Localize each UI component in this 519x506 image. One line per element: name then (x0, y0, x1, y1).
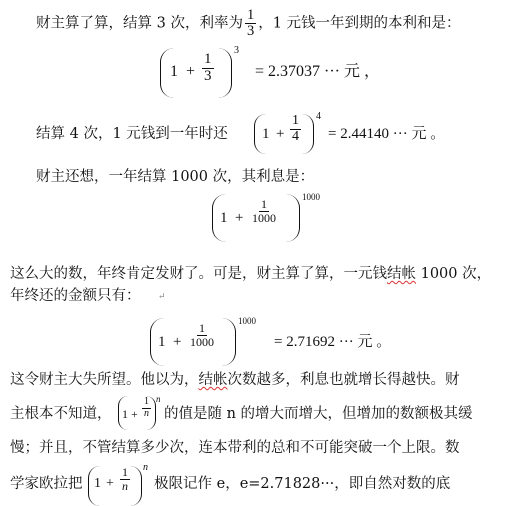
paragraph-1 (36, 8, 461, 39)
eq1-one: 1 (170, 63, 178, 80)
eq2-one: 1 (220, 210, 228, 226)
eq2-plus: + (235, 210, 244, 226)
inline-exponent: n (156, 394, 161, 404)
eq3-plus: + (173, 334, 182, 350)
p2-text: 结算 4 次，1 元钱到一年时还 (36, 126, 228, 142)
paragraph-5-line-1: 这令财主大失所望。他以为，结帐次数越多，利息也就增长得越快。财 (10, 372, 460, 388)
eq2-fraction: $\frac{1}{1000}$ (252, 197, 276, 225)
euler-fraction: $\frac{1}{n}$ (122, 465, 128, 493)
rate-denominator: 3 (246, 23, 255, 40)
euler-one: 1 (94, 476, 101, 491)
eq-p2-plus: + (276, 126, 285, 142)
eq3-fraction: $\frac{1}{1000}$ (190, 321, 214, 349)
p1-text-a: 财主算了算，结算 3 次，利率为 (36, 15, 243, 32)
eq-p2-one: 1 (262, 126, 270, 142)
eq3-one: 1 (158, 334, 166, 350)
paragraph-3: 财主还想，一年结算 1000 次，其利息是： (36, 169, 315, 185)
paragraph-5-line-3: 慢；并且，不管结算多少次，连本带利的总和不可能突破一个上限。数 (10, 440, 460, 456)
underlined-word: 结帐 (387, 266, 416, 282)
edit-mark: ↵ (158, 292, 166, 302)
eq1-plus: + (186, 63, 196, 80)
rate-fraction (245, 8, 256, 39)
inline-one: 1 (122, 407, 128, 421)
euler-plus: + (106, 476, 114, 491)
eq3-result: = 2.71692 ··· 元 。 (274, 334, 392, 350)
eq1-fraction: $\frac{1}{3}$ (204, 51, 212, 84)
paragraph-4-line-1: 这么大的数，年终肯定发财了。可是，财主算了算，一元钱结帐 1000 次， (10, 266, 492, 282)
eq1-exponent: 3 (234, 45, 239, 56)
euler-exponent: n (143, 462, 148, 473)
eq1-result: = 2.37037 ··· 元 ， (255, 63, 381, 80)
eq-p2-result: = 2.44140 ··· 元 。 (328, 126, 446, 142)
eq3-exponent: 1000 (238, 316, 256, 326)
eq2-exponent: 1000 (302, 192, 320, 202)
paragraph-4-line-2: 年终还的金额只有： (10, 288, 141, 304)
eq-p2-fraction: $\frac{1}{4}$ (292, 113, 299, 144)
underlined-word-2: 结帐 (198, 372, 228, 388)
inline-fraction: $\frac{1}{n}$ (144, 396, 149, 419)
rate-numerator: 1 (246, 7, 255, 23)
p1-text-b: ，1 元钱一年到期的本利和是： (258, 15, 461, 32)
eq-p2-exponent: 4 (316, 111, 321, 122)
inline-plus: + (131, 407, 138, 421)
